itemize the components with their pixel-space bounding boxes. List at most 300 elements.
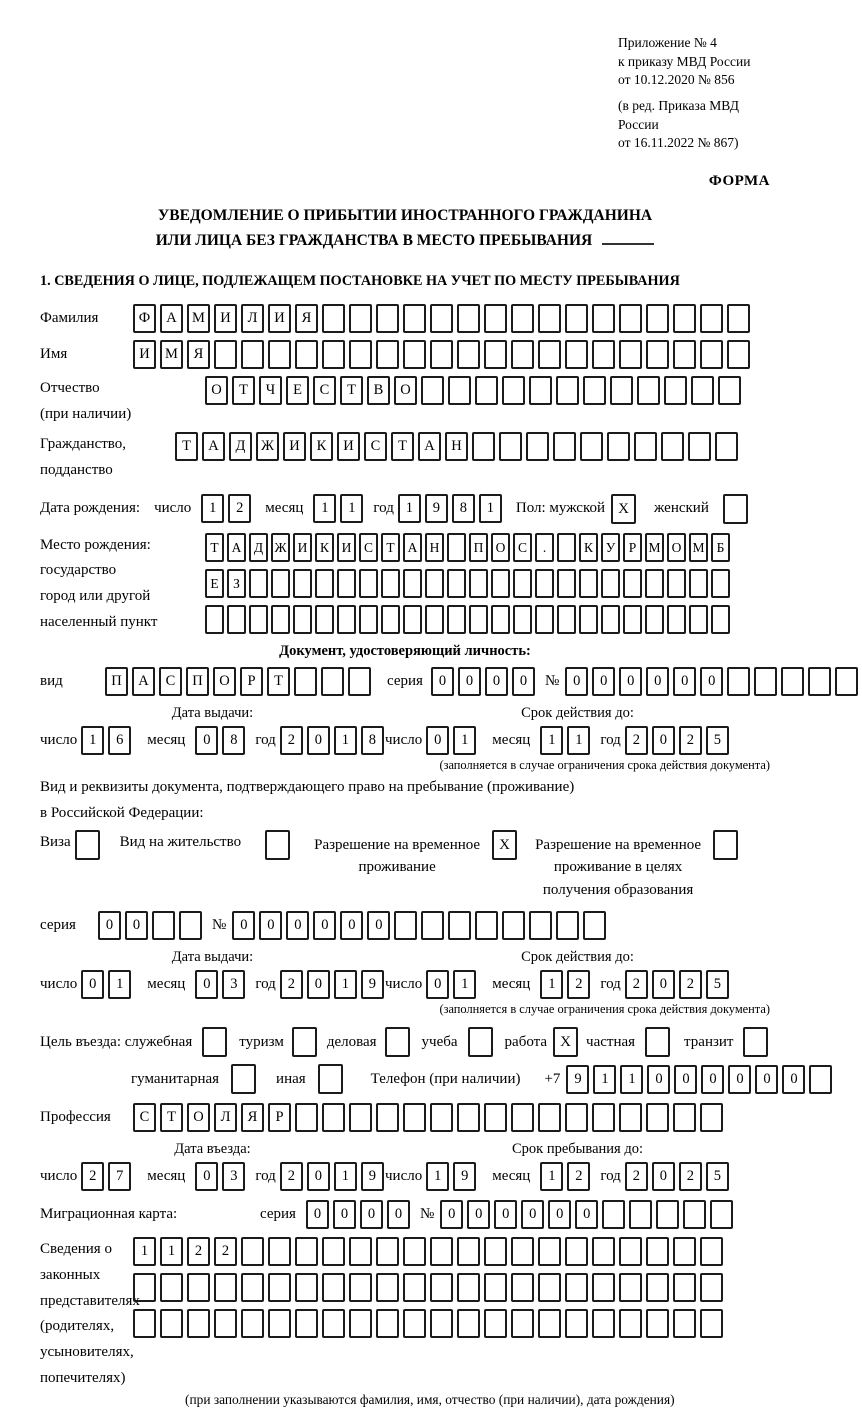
char-cell[interactable] <box>538 1309 561 1338</box>
char-cell[interactable] <box>268 1309 291 1338</box>
char-cell[interactable] <box>295 1273 318 1302</box>
char-cell[interactable]: 1 <box>334 970 357 999</box>
char-cell[interactable]: 2 <box>679 970 702 999</box>
char-cell[interactable]: Р <box>623 533 642 562</box>
char-cell[interactable]: И <box>133 340 156 369</box>
char-cell[interactable] <box>565 304 588 333</box>
char-cell[interactable] <box>715 432 738 461</box>
char-cell[interactable]: 0 <box>673 667 696 696</box>
char-cell[interactable] <box>381 569 400 598</box>
male-checkbox[interactable]: X <box>611 494 636 524</box>
char-cell[interactable] <box>381 605 400 634</box>
char-cell[interactable] <box>538 340 561 369</box>
char-cell[interactable]: 0 <box>367 911 390 940</box>
char-cell[interactable]: Н <box>425 533 444 562</box>
char-cell[interactable] <box>376 1309 399 1338</box>
char-cell[interactable]: О <box>394 376 417 405</box>
char-cell[interactable]: 0 <box>512 667 535 696</box>
char-cell[interactable] <box>700 1273 723 1302</box>
char-cell[interactable] <box>592 1273 615 1302</box>
char-cell[interactable]: М <box>160 340 183 369</box>
char-cell[interactable]: Д <box>249 533 268 562</box>
name-cells[interactable] <box>133 340 754 369</box>
char-cell[interactable]: 0 <box>98 911 121 940</box>
char-cell[interactable]: К <box>315 533 334 562</box>
char-cell[interactable] <box>673 1103 696 1132</box>
char-cell[interactable] <box>241 340 264 369</box>
char-cell[interactable] <box>601 569 620 598</box>
char-cell[interactable] <box>700 1237 723 1266</box>
char-cell[interactable]: 9 <box>361 970 384 999</box>
char-cell[interactable]: 0 <box>306 1200 329 1229</box>
char-cell[interactable] <box>484 304 507 333</box>
char-cell[interactable] <box>376 1103 399 1132</box>
char-cell[interactable] <box>160 1273 183 1302</box>
char-cell[interactable]: 0 <box>646 667 669 696</box>
char-cell[interactable] <box>673 1273 696 1302</box>
birth-month-cells[interactable] <box>313 494 367 523</box>
char-cell[interactable] <box>565 1103 588 1132</box>
char-cell[interactable] <box>629 1200 652 1229</box>
char-cell[interactable]: 1 <box>540 970 563 999</box>
char-cell[interactable]: 1 <box>340 494 363 523</box>
char-cell[interactable] <box>187 1273 210 1302</box>
char-cell[interactable]: 0 <box>340 911 363 940</box>
char-cell[interactable] <box>619 1103 642 1132</box>
char-cell[interactable] <box>469 605 488 634</box>
phone-cells[interactable] <box>566 1065 836 1094</box>
char-cell[interactable] <box>295 1309 318 1338</box>
char-cell[interactable] <box>808 667 831 696</box>
char-cell[interactable] <box>619 1309 642 1338</box>
char-cell[interactable]: Т <box>175 432 198 461</box>
char-cell[interactable]: Т <box>232 376 255 405</box>
char-cell[interactable]: 0 <box>652 970 675 999</box>
char-cell[interactable] <box>322 1237 345 1266</box>
char-cell[interactable] <box>529 376 552 405</box>
char-cell[interactable]: 2 <box>567 1162 590 1191</box>
business-checkbox[interactable] <box>385 1027 410 1057</box>
char-cell[interactable] <box>295 1103 318 1132</box>
char-cell[interactable] <box>241 1273 264 1302</box>
char-cell[interactable] <box>592 1309 615 1338</box>
char-cell[interactable]: 0 <box>426 726 449 755</box>
char-cell[interactable] <box>689 569 708 598</box>
char-cell[interactable] <box>565 340 588 369</box>
char-cell[interactable]: 9 <box>425 494 448 523</box>
permit-issue-year-cells[interactable] <box>280 970 388 999</box>
doc-valid-day-cells[interactable] <box>426 726 480 755</box>
char-cell[interactable] <box>535 569 554 598</box>
char-cell[interactable]: 0 <box>458 667 481 696</box>
char-cell[interactable] <box>403 1103 426 1132</box>
char-cell[interactable] <box>403 340 426 369</box>
char-cell[interactable] <box>152 911 175 940</box>
char-cell[interactable]: С <box>513 533 532 562</box>
char-cell[interactable] <box>637 376 660 405</box>
char-cell[interactable] <box>557 605 576 634</box>
char-cell[interactable] <box>376 340 399 369</box>
char-cell[interactable] <box>511 340 534 369</box>
visa-checkbox[interactable] <box>75 830 100 860</box>
char-cell[interactable]: Т <box>381 533 400 562</box>
char-cell[interactable] <box>511 304 534 333</box>
char-cell[interactable]: 0 <box>307 726 330 755</box>
char-cell[interactable]: Ж <box>256 432 279 461</box>
char-cell[interactable]: 0 <box>565 667 588 696</box>
char-cell[interactable] <box>646 1273 669 1302</box>
char-cell[interactable] <box>403 605 422 634</box>
char-cell[interactable] <box>645 569 664 598</box>
char-cell[interactable] <box>359 569 378 598</box>
char-cell[interactable] <box>727 667 750 696</box>
char-cell[interactable]: 0 <box>755 1065 778 1094</box>
char-cell[interactable]: 0 <box>467 1200 490 1229</box>
char-cell[interactable] <box>457 1103 480 1132</box>
char-cell[interactable]: 0 <box>592 667 615 696</box>
doc-issue-year-cells[interactable] <box>280 726 388 755</box>
char-cell[interactable] <box>322 1103 345 1132</box>
char-cell[interactable]: 0 <box>701 1065 724 1094</box>
char-cell[interactable] <box>513 569 532 598</box>
char-cell[interactable] <box>583 911 606 940</box>
char-cell[interactable] <box>376 1237 399 1266</box>
char-cell[interactable] <box>293 605 312 634</box>
char-cell[interactable]: Я <box>295 304 318 333</box>
char-cell[interactable]: 8 <box>361 726 384 755</box>
char-cell[interactable]: И <box>337 432 360 461</box>
char-cell[interactable] <box>592 1237 615 1266</box>
char-cell[interactable] <box>700 1103 723 1132</box>
char-cell[interactable]: 0 <box>494 1200 517 1229</box>
char-cell[interactable] <box>646 1309 669 1338</box>
char-cell[interactable]: 6 <box>108 726 131 755</box>
mig-series-cells[interactable] <box>306 1200 414 1229</box>
char-cell[interactable] <box>133 1273 156 1302</box>
char-cell[interactable] <box>457 1237 480 1266</box>
transit-checkbox[interactable] <box>743 1027 768 1057</box>
char-cell[interactable] <box>403 1273 426 1302</box>
char-cell[interactable] <box>421 376 444 405</box>
char-cell[interactable] <box>403 304 426 333</box>
char-cell[interactable]: А <box>403 533 422 562</box>
char-cell[interactable] <box>499 432 522 461</box>
char-cell[interactable] <box>421 911 444 940</box>
char-cell[interactable] <box>214 1273 237 1302</box>
char-cell[interactable] <box>403 569 422 598</box>
char-cell[interactable]: 0 <box>286 911 309 940</box>
permit-number-cells[interactable] <box>232 911 610 940</box>
char-cell[interactable] <box>673 340 696 369</box>
char-cell[interactable]: 1 <box>398 494 421 523</box>
char-cell[interactable] <box>700 1309 723 1338</box>
char-cell[interactable] <box>484 1309 507 1338</box>
char-cell[interactable]: 1 <box>334 726 357 755</box>
char-cell[interactable] <box>268 1237 291 1266</box>
char-cell[interactable] <box>565 1273 588 1302</box>
char-cell[interactable] <box>187 1309 210 1338</box>
char-cell[interactable] <box>602 1200 625 1229</box>
char-cell[interactable]: 2 <box>625 970 648 999</box>
char-cell[interactable]: К <box>310 432 333 461</box>
char-cell[interactable] <box>565 1237 588 1266</box>
char-cell[interactable]: 1 <box>593 1065 616 1094</box>
char-cell[interactable] <box>673 304 696 333</box>
char-cell[interactable]: 2 <box>280 970 303 999</box>
char-cell[interactable] <box>457 1273 480 1302</box>
char-cell[interactable]: 2 <box>81 1162 104 1191</box>
char-cell[interactable]: 0 <box>307 1162 330 1191</box>
char-cell[interactable] <box>447 605 466 634</box>
char-cell[interactable] <box>447 533 466 562</box>
char-cell[interactable] <box>160 1309 183 1338</box>
char-cell[interactable]: 5 <box>706 1162 729 1191</box>
guardians-row2-cells[interactable] <box>133 1273 727 1302</box>
char-cell[interactable] <box>511 1273 534 1302</box>
char-cell[interactable] <box>337 569 356 598</box>
char-cell[interactable] <box>425 605 444 634</box>
char-cell[interactable] <box>579 605 598 634</box>
char-cell[interactable] <box>430 1237 453 1266</box>
char-cell[interactable]: 2 <box>280 726 303 755</box>
char-cell[interactable]: 3 <box>222 970 245 999</box>
char-cell[interactable] <box>484 1273 507 1302</box>
char-cell[interactable] <box>691 376 714 405</box>
humanitarian-checkbox[interactable] <box>231 1064 256 1094</box>
char-cell[interactable]: Т <box>391 432 414 461</box>
char-cell[interactable]: 2 <box>625 1162 648 1191</box>
char-cell[interactable] <box>835 667 858 696</box>
char-cell[interactable] <box>430 1103 453 1132</box>
char-cell[interactable] <box>664 376 687 405</box>
char-cell[interactable] <box>646 1103 669 1132</box>
char-cell[interactable] <box>619 340 642 369</box>
char-cell[interactable] <box>349 1309 372 1338</box>
char-cell[interactable]: 1 <box>313 494 336 523</box>
char-cell[interactable]: А <box>202 432 225 461</box>
char-cell[interactable] <box>214 1309 237 1338</box>
char-cell[interactable] <box>710 1200 733 1229</box>
char-cell[interactable] <box>689 605 708 634</box>
char-cell[interactable]: 1 <box>453 970 476 999</box>
birth-day-cells[interactable] <box>201 494 255 523</box>
char-cell[interactable] <box>430 304 453 333</box>
char-cell[interactable] <box>337 605 356 634</box>
doc-number-cells[interactable] <box>565 667 862 696</box>
char-cell[interactable] <box>349 1103 372 1132</box>
char-cell[interactable] <box>565 1309 588 1338</box>
char-cell[interactable] <box>227 605 246 634</box>
char-cell[interactable]: 5 <box>706 726 729 755</box>
char-cell[interactable] <box>592 340 615 369</box>
char-cell[interactable] <box>556 376 579 405</box>
char-cell[interactable] <box>511 1309 534 1338</box>
temp-permit-checkbox[interactable]: X <box>492 830 517 860</box>
char-cell[interactable]: О <box>667 533 686 562</box>
char-cell[interactable] <box>268 1273 291 1302</box>
patronymic-cells[interactable] <box>205 376 745 405</box>
stay-day-cells[interactable] <box>426 1162 480 1191</box>
char-cell[interactable] <box>646 340 669 369</box>
char-cell[interactable]: Ж <box>271 533 290 562</box>
birthplace-row3-cells[interactable] <box>205 605 733 634</box>
char-cell[interactable]: 0 <box>426 970 449 999</box>
char-cell[interactable]: 9 <box>361 1162 384 1191</box>
char-cell[interactable] <box>448 376 471 405</box>
char-cell[interactable] <box>646 304 669 333</box>
char-cell[interactable]: Б <box>711 533 730 562</box>
char-cell[interactable] <box>457 340 480 369</box>
char-cell[interactable]: Е <box>205 569 224 598</box>
char-cell[interactable] <box>610 376 633 405</box>
char-cell[interactable]: 0 <box>647 1065 670 1094</box>
char-cell[interactable] <box>457 1309 480 1338</box>
char-cell[interactable] <box>557 569 576 598</box>
char-cell[interactable] <box>205 605 224 634</box>
char-cell[interactable]: 7 <box>108 1162 131 1191</box>
char-cell[interactable] <box>241 1237 264 1266</box>
char-cell[interactable] <box>322 304 345 333</box>
char-cell[interactable] <box>322 1309 345 1338</box>
char-cell[interactable] <box>667 605 686 634</box>
char-cell[interactable] <box>322 340 345 369</box>
char-cell[interactable]: О <box>187 1103 210 1132</box>
char-cell[interactable] <box>601 605 620 634</box>
permit-series-cells[interactable] <box>98 911 206 940</box>
char-cell[interactable] <box>754 667 777 696</box>
char-cell[interactable]: М <box>689 533 708 562</box>
entry-day-cells[interactable] <box>81 1162 135 1191</box>
char-cell[interactable]: 0 <box>313 911 336 940</box>
char-cell[interactable]: 1 <box>201 494 224 523</box>
char-cell[interactable]: 1 <box>108 970 131 999</box>
char-cell[interactable] <box>425 569 444 598</box>
female-checkbox[interactable] <box>723 494 748 524</box>
char-cell[interactable] <box>683 1200 706 1229</box>
char-cell[interactable]: С <box>313 376 336 405</box>
study-checkbox[interactable] <box>468 1027 493 1057</box>
char-cell[interactable] <box>538 1103 561 1132</box>
char-cell[interactable] <box>359 605 378 634</box>
char-cell[interactable] <box>538 1273 561 1302</box>
char-cell[interactable]: 2 <box>567 970 590 999</box>
mig-number-cells[interactable] <box>440 1200 737 1229</box>
char-cell[interactable]: 2 <box>187 1237 210 1266</box>
char-cell[interactable]: Ч <box>259 376 282 405</box>
char-cell[interactable] <box>491 569 510 598</box>
char-cell[interactable]: 1 <box>540 1162 563 1191</box>
birthplace-row2-cells[interactable] <box>205 569 733 598</box>
char-cell[interactable] <box>673 1237 696 1266</box>
char-cell[interactable]: 0 <box>782 1065 805 1094</box>
char-cell[interactable] <box>484 1103 507 1132</box>
work-checkbox[interactable]: X <box>553 1027 578 1057</box>
char-cell[interactable] <box>491 605 510 634</box>
char-cell[interactable]: А <box>160 304 183 333</box>
char-cell[interactable] <box>502 911 525 940</box>
char-cell[interactable]: М <box>645 533 664 562</box>
temp-edu-checkbox[interactable] <box>713 830 738 860</box>
surname-cells[interactable] <box>133 304 754 333</box>
char-cell[interactable]: 0 <box>700 667 723 696</box>
char-cell[interactable] <box>579 569 598 598</box>
char-cell[interactable] <box>619 1237 642 1266</box>
char-cell[interactable]: 0 <box>521 1200 544 1229</box>
char-cell[interactable] <box>781 667 804 696</box>
char-cell[interactable]: Л <box>241 304 264 333</box>
char-cell[interactable]: Т <box>267 667 290 696</box>
char-cell[interactable]: С <box>359 533 378 562</box>
char-cell[interactable] <box>538 304 561 333</box>
char-cell[interactable]: И <box>214 304 237 333</box>
char-cell[interactable]: . <box>535 533 554 562</box>
char-cell[interactable] <box>623 569 642 598</box>
char-cell[interactable]: 0 <box>360 1200 383 1229</box>
permit-issue-day-cells[interactable] <box>81 970 135 999</box>
char-cell[interactable] <box>673 1309 696 1338</box>
char-cell[interactable] <box>214 340 237 369</box>
char-cell[interactable]: С <box>159 667 182 696</box>
char-cell[interactable] <box>241 1309 264 1338</box>
char-cell[interactable]: И <box>283 432 306 461</box>
char-cell[interactable] <box>580 432 603 461</box>
char-cell[interactable] <box>634 432 657 461</box>
char-cell[interactable] <box>322 1273 345 1302</box>
char-cell[interactable] <box>535 605 554 634</box>
birthplace-row1-cells[interactable] <box>205 533 733 562</box>
char-cell[interactable] <box>700 304 723 333</box>
char-cell[interactable] <box>349 304 372 333</box>
char-cell[interactable]: 0 <box>619 667 642 696</box>
tourism-checkbox[interactable] <box>292 1027 317 1057</box>
char-cell[interactable] <box>403 1237 426 1266</box>
char-cell[interactable]: 9 <box>566 1065 589 1094</box>
char-cell[interactable]: 1 <box>620 1065 643 1094</box>
char-cell[interactable] <box>315 569 334 598</box>
char-cell[interactable]: 1 <box>426 1162 449 1191</box>
char-cell[interactable] <box>711 569 730 598</box>
char-cell[interactable]: 1 <box>540 726 563 755</box>
char-cell[interactable]: 0 <box>440 1200 463 1229</box>
char-cell[interactable]: Т <box>205 533 224 562</box>
char-cell[interactable]: 0 <box>575 1200 598 1229</box>
char-cell[interactable] <box>484 340 507 369</box>
entry-year-cells[interactable] <box>280 1162 388 1191</box>
char-cell[interactable] <box>718 376 741 405</box>
char-cell[interactable] <box>727 340 750 369</box>
residence-permit-checkbox[interactable] <box>265 830 290 860</box>
char-cell[interactable] <box>656 1200 679 1229</box>
char-cell[interactable]: 1 <box>479 494 502 523</box>
char-cell[interactable] <box>349 1273 372 1302</box>
char-cell[interactable]: 8 <box>452 494 475 523</box>
char-cell[interactable] <box>502 376 525 405</box>
char-cell[interactable] <box>295 340 318 369</box>
char-cell[interactable] <box>271 605 290 634</box>
char-cell[interactable] <box>661 432 684 461</box>
char-cell[interactable] <box>447 569 466 598</box>
char-cell[interactable]: 0 <box>195 1162 218 1191</box>
char-cell[interactable] <box>538 1237 561 1266</box>
char-cell[interactable] <box>556 911 579 940</box>
char-cell[interactable]: Л <box>214 1103 237 1132</box>
char-cell[interactable]: В <box>367 376 390 405</box>
char-cell[interactable]: 0 <box>232 911 255 940</box>
char-cell[interactable]: 2 <box>679 1162 702 1191</box>
char-cell[interactable]: 2 <box>625 726 648 755</box>
char-cell[interactable] <box>619 1273 642 1302</box>
char-cell[interactable] <box>809 1065 832 1094</box>
